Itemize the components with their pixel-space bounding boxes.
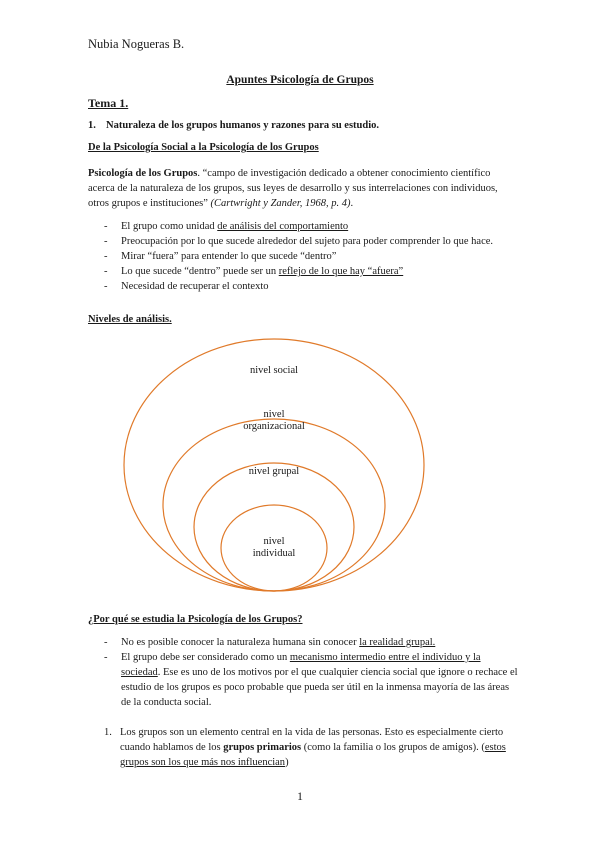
- list-item: - Lo que sucede “dentro” puede ser un reflejo de lo que hay “afuera”: [88, 264, 518, 279]
- list-item: - El grupo debe ser considerado como un mecanismo intermedio entre el individuo y la sociedad. Ese es uno de los motivos por el que cualquier ciencia social que ignore o rechace el estudio de los grupos es poco probable que pueda ser útil en la inmensa mayoría de las áreas de la conducta social.: [88, 650, 518, 710]
- document-title: Apuntes Psicología de Grupos: [226, 74, 374, 86]
- label-individual-1: nivel: [263, 536, 285, 547]
- definition-text: . “campo de investigación dedicado a obtener conocimiento científico acerca de la naturaleza de los grupos, sus leyes de desarrollo y sus interrelaciones con individuos, otros grupos e instituciones”: [88, 168, 498, 209]
- list-item: - El grupo como unidad de análisis del comportamiento: [88, 219, 518, 234]
- label-social: nivel social: [249, 365, 299, 376]
- label-organizacional-2: organizacional: [243, 421, 305, 432]
- list-item: - Preocupación por lo que sucede alrededor del sujeto para poder comprender lo que hace.: [88, 234, 518, 249]
- section-text: Naturaleza de los grupos humanos y razones para su estudio.: [106, 120, 380, 131]
- label-individual-2: individual: [252, 548, 296, 559]
- label-grupal: nivel grupal: [248, 466, 300, 477]
- why-heading: ¿Por qué se estudia la Psicología de los Grupos?: [88, 614, 303, 625]
- tema-heading: Tema 1.: [88, 96, 129, 110]
- section-heading: [88, 120, 379, 131]
- bullet-list-why: [88, 635, 518, 710]
- definition-end: .: [350, 198, 354, 209]
- author-header: Nubia Nogueras B.: [88, 37, 185, 51]
- numbered-item: [104, 725, 514, 770]
- bullet-list-grupo: [88, 219, 518, 294]
- numbered-item-number: 1.: [104, 727, 112, 738]
- levels-heading: Niveles de análisis.: [88, 314, 172, 325]
- list-item: - Mirar “fuera” para entender lo que sucede “dentro”: [88, 249, 518, 264]
- definition-term: Psicología de los Grupos: [88, 168, 198, 179]
- definition-paragraph: [88, 166, 518, 211]
- list-item: - No es posible conocer la naturaleza humana sin conocer la realidad grupal.: [88, 635, 518, 650]
- definition-citation: (Cartwright y Zander, 1968, p. 4): [210, 198, 351, 209]
- list-item: - Necesidad de recuperar el contexto: [88, 279, 518, 294]
- subsection-heading: De la Psicología Social a la Psicología de los Grupos: [88, 142, 319, 153]
- section-number: 1.: [88, 120, 96, 131]
- circle-grupal: [194, 463, 354, 591]
- levels-diagram: [110, 335, 440, 597]
- numbered-item-text: Los grupos son un elemento central en la vida de las personas. Esto es especialmente cierto cuando hablamos de los grupos primarios (como la familia o los grupos de amigos). (estos grupos son los que más nos influencian): [120, 727, 506, 768]
- label-organizacional-1: nivel: [263, 409, 285, 420]
- page-number: 1: [297, 789, 303, 803]
